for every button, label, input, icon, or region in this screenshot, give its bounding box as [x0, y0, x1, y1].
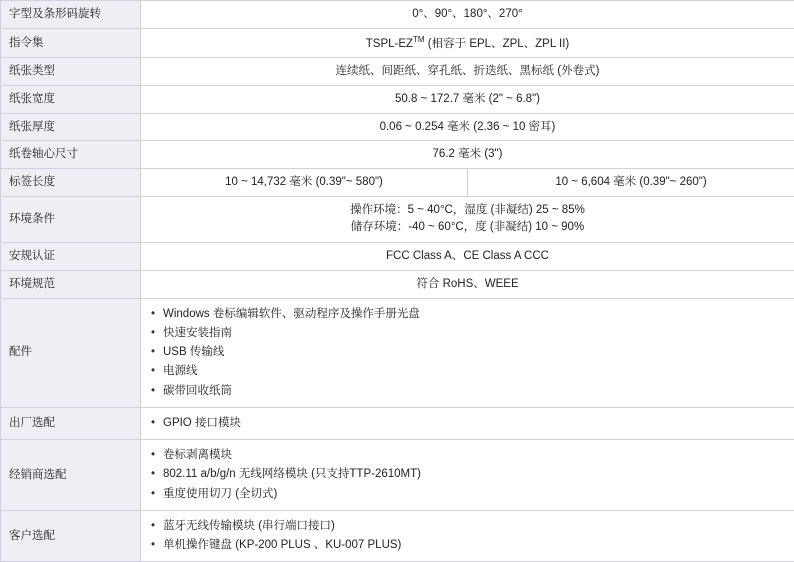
table-row [1, 58, 794, 86]
table-row [1, 1, 794, 29]
row-value: 连续纸、间距纸、穿孔纸、折迭纸、黑标纸 (外卷式) [141, 58, 794, 86]
row-value [141, 28, 794, 58]
table-row [1, 298, 794, 407]
row-label: 纸张厚度 [1, 113, 141, 141]
command-set-name: TSPL-EZ [366, 38, 413, 50]
table-row [1, 243, 794, 271]
list-item: • 单机操作键盘 (KP-200 PLUS 、KU-007 PLUS) [149, 537, 786, 554]
row-value: 76.2 毫米 (3") [141, 141, 794, 169]
environment-line: 操作环境：5 ~ 40°C，湿度 (非凝结) 25 ~ 85% [149, 202, 786, 220]
row-label: 环境条件 [1, 196, 141, 243]
row-value-right: 10 ~ 6,604 毫米 (0.39"~ 260") [468, 168, 794, 196]
table-row [1, 510, 794, 562]
row-value: 符合 RoHS、WEEE [141, 270, 794, 298]
row-label: 配件 [1, 298, 141, 407]
row-value [141, 407, 794, 439]
list-item: • 电源线 [149, 363, 786, 380]
table-row [1, 85, 794, 113]
customer-options-list [149, 518, 786, 555]
table-row [1, 196, 794, 243]
row-value: 0°、90°、180°、270° [141, 1, 794, 29]
list-item: • USB 传输线 [149, 344, 786, 361]
list-item: • Windows 卷标编辑软件、驱动程序及操作手册光盘 [149, 306, 786, 323]
row-value [141, 510, 794, 562]
environment-lines [149, 202, 786, 238]
table-row [1, 168, 794, 196]
row-value: 0.06 ~ 0.254 毫米 (2.36 ~ 10 密耳) [141, 113, 794, 141]
specifications-table-body [1, 1, 794, 562]
command-set-compat: (相容于 EPL、ZPL、ZPL II) [425, 38, 570, 50]
factory-options-list [149, 415, 786, 432]
row-label: 纸张宽度 [1, 85, 141, 113]
row-label: 纸卷轴心尺寸 [1, 141, 141, 169]
list-item: • 碳带回收纸筒 [149, 383, 786, 400]
list-item: • 快速安装指南 [149, 325, 786, 342]
table-row [1, 270, 794, 298]
row-label: 指令集 [1, 28, 141, 58]
table-row [1, 407, 794, 439]
accessories-list [149, 306, 786, 400]
command-set-superscript: TM [413, 35, 425, 44]
list-item: • 802.11 a/b/g/n 无线网络模块 (只支持TTP-2610MT) [149, 466, 786, 483]
dealer-options-list [149, 447, 786, 503]
list-item: • 重度使用切刀 (全切式) [149, 486, 786, 503]
row-value: 50.8 ~ 172.7 毫米 (2" ~ 6.8") [141, 85, 794, 113]
row-label: 字型及条形码旋转 [1, 1, 141, 29]
environment-line: 储存环境：-40 ~ 60°C，度 (非凝结) 10 ~ 90% [149, 219, 786, 237]
row-label: 客户选配 [1, 510, 141, 562]
row-value [141, 440, 794, 511]
row-label: 出厂选配 [1, 407, 141, 439]
table-row [1, 28, 794, 58]
row-value-left: 10 ~ 14,732 毫米 (0.39"~ 580") [141, 168, 468, 196]
list-item: • 蓝牙无线传输模块 (串行端口接口) [149, 518, 786, 535]
table-row [1, 113, 794, 141]
list-item: • 卷标剥离模块 [149, 447, 786, 464]
row-value [141, 196, 794, 243]
table-row [1, 141, 794, 169]
row-value [141, 298, 794, 407]
list-item: • GPIO 接口模块 [149, 415, 786, 432]
row-label: 安规认证 [1, 243, 141, 271]
row-label: 标签长度 [1, 168, 141, 196]
table-row [1, 440, 794, 511]
row-label: 纸张类型 [1, 58, 141, 86]
row-value: FCC Class A、CE Class A CCC [141, 243, 794, 271]
row-label: 经销商选配 [1, 440, 141, 511]
row-label: 环境规范 [1, 270, 141, 298]
